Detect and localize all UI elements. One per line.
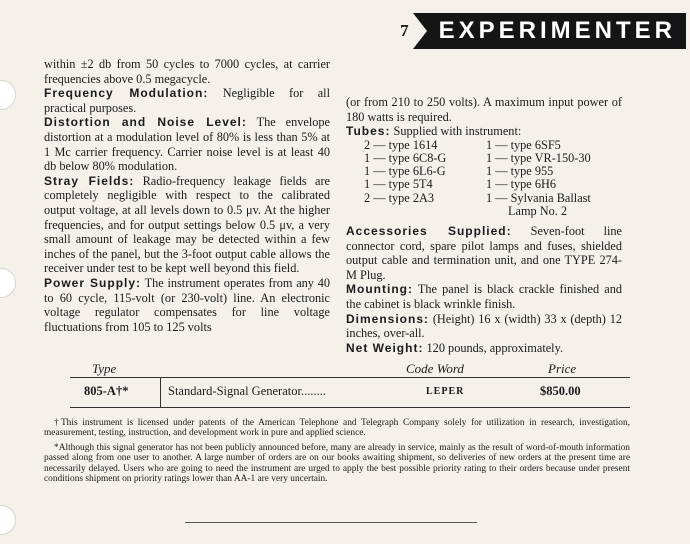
spec-power-supply <box>44 276 330 334</box>
footnote-availability: *Although this signal generator has not been publicly announced before, many are already in service, mainly as the result of word-of-mouth information passed along from one user to another. A large number of orders are on our books awaiting shipment, so deliveries of new orders at the present time are necessarily delayed. Users who are going to need the instrument are urged to apply the best possible priority rating to their orders because under present conditions shipment on priority ratings lower than AA-1 are very uncertain. <box>44 442 630 485</box>
binder-hole <box>0 505 16 535</box>
spec-text: The instrument operates from any 40 to 60 cycle, 115-volt (or 230-volt) line. An electronic voltage regulator compensates for line voltage fluctuations from 105 to 125 volts <box>44 275 331 334</box>
header-code-word: Code Word <box>406 361 464 376</box>
spec-distortion <box>44 115 330 173</box>
banner-notch <box>413 13 427 49</box>
tube-list <box>364 139 622 218</box>
table-row <box>70 377 630 407</box>
tube-item: 1 — type 5T4 <box>364 177 433 192</box>
tube-item: 1 — Sylvania Ballast <box>486 190 591 205</box>
tube-item: 1 — type VR-150-30 <box>486 150 591 165</box>
spec-label: Tubes: <box>346 124 391 139</box>
spec-text: Radio-frequency leakage fields are completely negligible with respect to the calibrated output voltage, at all levels down to 0.5 μv. At the higher frequencies, and for output settings below 0.5 μv, a very small amount of leakage may be detected within a few inches of the panel, but the 3-foot output cable allows the receiver under test to be kept well beyond this field. <box>44 173 330 276</box>
spec-intro: within ±2 db from 50 cycles to 7000 cycles, at carrier frequencies above 0.5 megacycle. <box>44 57 330 86</box>
spec-text: 120 pounds, approximately. <box>426 340 564 355</box>
experimenter-banner <box>413 13 686 49</box>
header-price: Price <box>548 361 577 376</box>
spec-tubes <box>346 124 622 139</box>
spec-net-weight <box>346 341 622 356</box>
spec-mounting <box>346 282 622 311</box>
table-rule <box>70 407 630 408</box>
spec-label: Net Weight: <box>346 340 424 355</box>
spec-label: Power Supply: <box>44 275 142 290</box>
footnotes <box>44 418 630 488</box>
table-header-row <box>70 361 630 377</box>
page-number: 7 <box>400 21 409 40</box>
spec-text: Supplied with instrument: <box>393 124 522 139</box>
spec-dimensions <box>346 312 622 341</box>
spec-text: The envelope distortion at a modulation level of 80% is less than 5% at 1 Mc carrier frequency. Carrier noise level is at least 40 db below 80% modulation. <box>44 115 331 174</box>
cell-type: 805-A†* <box>84 384 129 398</box>
price-table <box>70 361 630 407</box>
spec-label: Stray Fields: <box>44 173 135 188</box>
left-column <box>44 57 330 334</box>
tube-item: 1 — type 955 <box>486 164 554 179</box>
bottom-rule <box>185 522 477 523</box>
cell-price: $850.00 <box>540 384 581 398</box>
tube-item: 1 — type 6SF5 <box>486 137 561 152</box>
spec-label: Dimensions: <box>346 311 430 326</box>
tube-item-ballast <box>486 192 636 218</box>
binder-hole <box>0 268 16 298</box>
cell-description: Standard-Signal Generator........ <box>168 384 326 398</box>
tube-item-continuation: Lamp No. 2 <box>508 203 568 218</box>
tube-item: 1 — type 6C8-G <box>364 150 447 165</box>
tube-item: 2 — type 2A3 <box>364 190 435 205</box>
spec-label: Frequency Modulation: <box>44 86 209 101</box>
binder-hole <box>0 80 16 110</box>
spec-power-continuation: (or from 210 to 250 volts). A maximum input power of 180 watts is required. <box>346 95 622 124</box>
spec-frequency-modulation <box>44 86 330 115</box>
tube-item: 2 — type 1614 <box>364 137 438 152</box>
tube-item: 1 — type 6L6-G <box>364 164 446 179</box>
spec-accessories <box>346 224 622 282</box>
spec-text: Negligible for all practical purposes. <box>44 86 331 115</box>
tube-item: 1 — type 6H6 <box>486 177 557 192</box>
right-column <box>346 95 622 355</box>
spec-text: (Height) 16 x (width) 33 x (depth) 12 inches, over-all. <box>346 311 623 341</box>
header-type: Type <box>92 361 117 376</box>
spec-label: Accessories Supplied: <box>346 224 512 238</box>
spec-text: Seven-foot line connector cord, spare pilot lamps and fuses, shielded output cable and termination unit, and one TYPE 274-M Plug. <box>346 224 623 282</box>
spec-label: Mounting: <box>346 282 413 297</box>
page-header <box>400 12 686 50</box>
footnote-license: †This instrument is licensed under patents of the American Telephone and Telegraph Company solely for utilization in research, investigation, measurement, testing, instruction, and development work in pure and applied science. <box>44 418 630 439</box>
cell-code-word: LEPER <box>426 386 465 397</box>
banner-title: EXPERIMENTER <box>438 17 676 44</box>
spec-text: The panel is black crackle finished and the cabinet is black wrinkle finish. <box>346 282 622 311</box>
spec-label: Distortion and Noise Level: <box>44 115 247 130</box>
spec-stray-fields <box>44 174 330 276</box>
